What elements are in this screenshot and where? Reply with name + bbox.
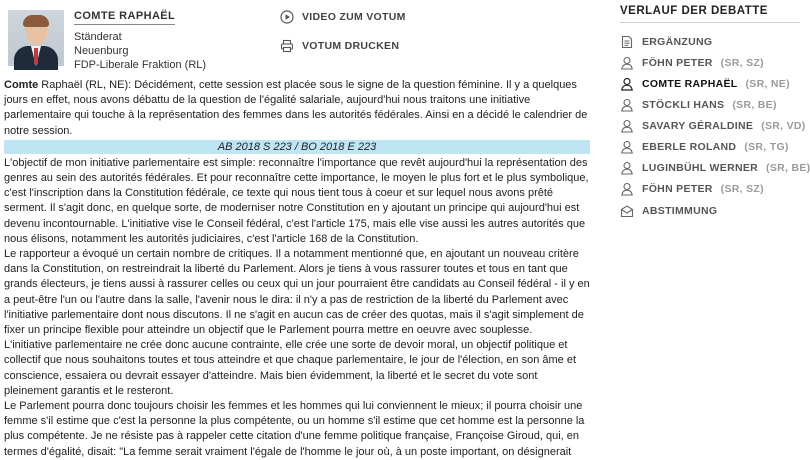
person-icon: [620, 182, 634, 196]
person-icon: [620, 56, 634, 70]
print-button[interactable]: [280, 39, 399, 53]
speech-text: [4, 78, 590, 460]
speaker-party: FDP-Liberale Fraktion (RL): [74, 59, 207, 71]
speech-paragraph: Le Parlement pourra donc toujours choisir les femmes et les hommes qui lui conviennent le mieux; il pourra choisir une femme s'il estime que c'est la personne la plus compétente, ou un homme s'il estime que cet homme est la personne la plus compétente. Je ne résiste pas à rappeler cette citation d'une femme politique française, Françoise Giroud, qui, en termes d'égalité, disait: "La femme serait vraiment l'égale de l'homme le jour où, à un poste important, on désignerait: [4, 400, 585, 458]
sidebar-item-label: STÖCKLI HANS: [642, 99, 725, 111]
ballot-icon: [620, 204, 634, 218]
print-button-label: VOTUM DRUCKEN: [302, 40, 400, 52]
sidebar-item-comte-raphael[interactable]: [620, 77, 790, 91]
speaker-canton: Neuenburg: [74, 45, 129, 57]
sidebar-item-label: COMTE RAPHAËL: [642, 78, 738, 90]
speaker-header: [4, 0, 590, 78]
printer-icon: [280, 39, 294, 53]
sidebar-item-eberle-roland[interactable]: [620, 140, 789, 154]
sidebar-item-party: (SR, SZ): [720, 183, 764, 195]
sidebar-item-ergaenzung[interactable]: [620, 35, 712, 49]
sidebar-item-label: FÖHN PETER: [642, 57, 713, 69]
document-icon: [620, 35, 634, 49]
sidebar-item-label: FÖHN PETER: [642, 183, 713, 195]
sidebar-item-label: ABSTIMMUNG: [642, 205, 718, 217]
speech-paragraph: L'initiative parlementaire ne crée donc aucune contrainte, elle crée une sorte de devoir moral, un objectif politique et collectif que nous souhaitons toutes et tous atteindre et que chaque parlementaire, le jour de l'élection, en son âme et conscience, essaiera ou devrait essayer d'atteindre. Mais bien évidemment, la liberté et le secret du vote sont pleinement garantis et le resteront.: [4, 339, 577, 397]
sidebar-item-abstimmung[interactable]: [620, 204, 717, 218]
speaker-name[interactable]: COMTE RAPHAËL: [74, 10, 176, 22]
sidebar-item-party: (SR, BE): [766, 162, 810, 174]
person-icon: [620, 119, 634, 133]
sidebar-item-label: EBERLE ROLAND: [642, 141, 737, 153]
play-icon: [280, 10, 294, 24]
sidebar-item-stoeckli-hans[interactable]: [620, 98, 777, 112]
speech-paragraph: L'objectif de mon initiative parlementaire est simple: reconnaître l'importance que revêt aujourd'hui la représentation des genres au sein des autorités fédérales. Et pour reconnaître cette importance, le moyen le plus fort et le plus symbolique, c'est l'inscription dans la Constitution fédérale, ce texte qui nous tient tous à coeur et sur lequel nous avons prêté serment. Il s'agit donc, en quelque sorte, de moderniser notre Constitution en y ajoutant un principe qui aujourd'hui est devenu incontournable. L'initiative vise le Conseil fédéral, c'est l'article 175, mais elle vise aussi les autres autorités que nous élisons, notamment les autorités judiciaires, c'est l'article 168 de la Constitution.: [4, 156, 589, 245]
sidebar-item-party: (SR, BE): [732, 99, 777, 111]
intro-speaker-name: Comte: [4, 79, 39, 91]
sidebar-item-label: LUGINBÜHL WERNER: [642, 162, 759, 174]
intro-paragraph: [4, 78, 590, 139]
sidebar-item-foehn-peter[interactable]: [620, 56, 764, 70]
reference-bar: AB 2018 S 223 / BO 2018 E 223: [4, 140, 590, 154]
sidebar-item-party: (SR, VD): [761, 120, 806, 132]
sidebar-item-savary-geraldine[interactable]: [620, 119, 806, 133]
sidebar-item-label: ERGÄNZUNG: [642, 36, 713, 48]
person-icon: [620, 161, 634, 175]
speaker-photo: [8, 10, 64, 66]
video-button-label: VIDEO ZUM VOTUM: [302, 11, 406, 23]
sidebar-title: VERLAUF DER DEBATTE: [620, 5, 768, 17]
speech-panel: [4, 0, 590, 458]
person-icon: [620, 98, 634, 112]
sidebar-item-foehn-peter-2[interactable]: [620, 182, 764, 196]
sidebar-item-luginbuehl-werner[interactable]: [620, 161, 810, 175]
sidebar-item-party: (SR, TG): [744, 141, 789, 153]
intro-text: Raphaël (RL, NE): Décidément, cette session est placée sous le signe de la question féminine. Il y a quelques jours en effet, nous avons débattu de la question de l'égalité salariale, aujourd'hui nous traitons une initiative parlementaire qui touche à la représentation des femmes dans les autorités fédérales. Ainsi en a décidé le calendrier de notre session.: [4, 79, 588, 137]
video-button[interactable]: [280, 10, 406, 24]
person-icon: [620, 77, 634, 91]
sidebar-item-party: (SR, SZ): [720, 57, 764, 69]
person-icon: [620, 140, 634, 154]
speech-paragraph: Le rapporteur a évoqué un certain nombre de critiques. Il a notamment mentionné que, en ajoutant un nouveau critère dans la Constitution, on restreindrait la liberté du Parlement. Alors je tiens à vous rassurer toutes et tous en tant que grands électeurs, je tiens aussi à rassurer celles ou ceux qui un jour pourraient être candidats au Conseil fédéral - il y en a peut-être l'un ou l'autre dans la salle, l'avenir nous le dira: il n'y a pas de restriction de la liberté du Parlement avec l'initiative parlementaire dont nous discutons. Il ne s'agit en aucun cas de créer des quotas, mais il s'agit simplement de fixer un principe flexible pour atteindre un objectif que le Parlement pourra mettre en oeuvre avec souplesse.: [4, 248, 590, 337]
sidebar-item-label: SAVARY GÉRALDINE: [642, 120, 754, 132]
speaker-role: Ständerat: [74, 31, 122, 43]
sidebar-item-party: (SR, NE): [745, 78, 790, 90]
